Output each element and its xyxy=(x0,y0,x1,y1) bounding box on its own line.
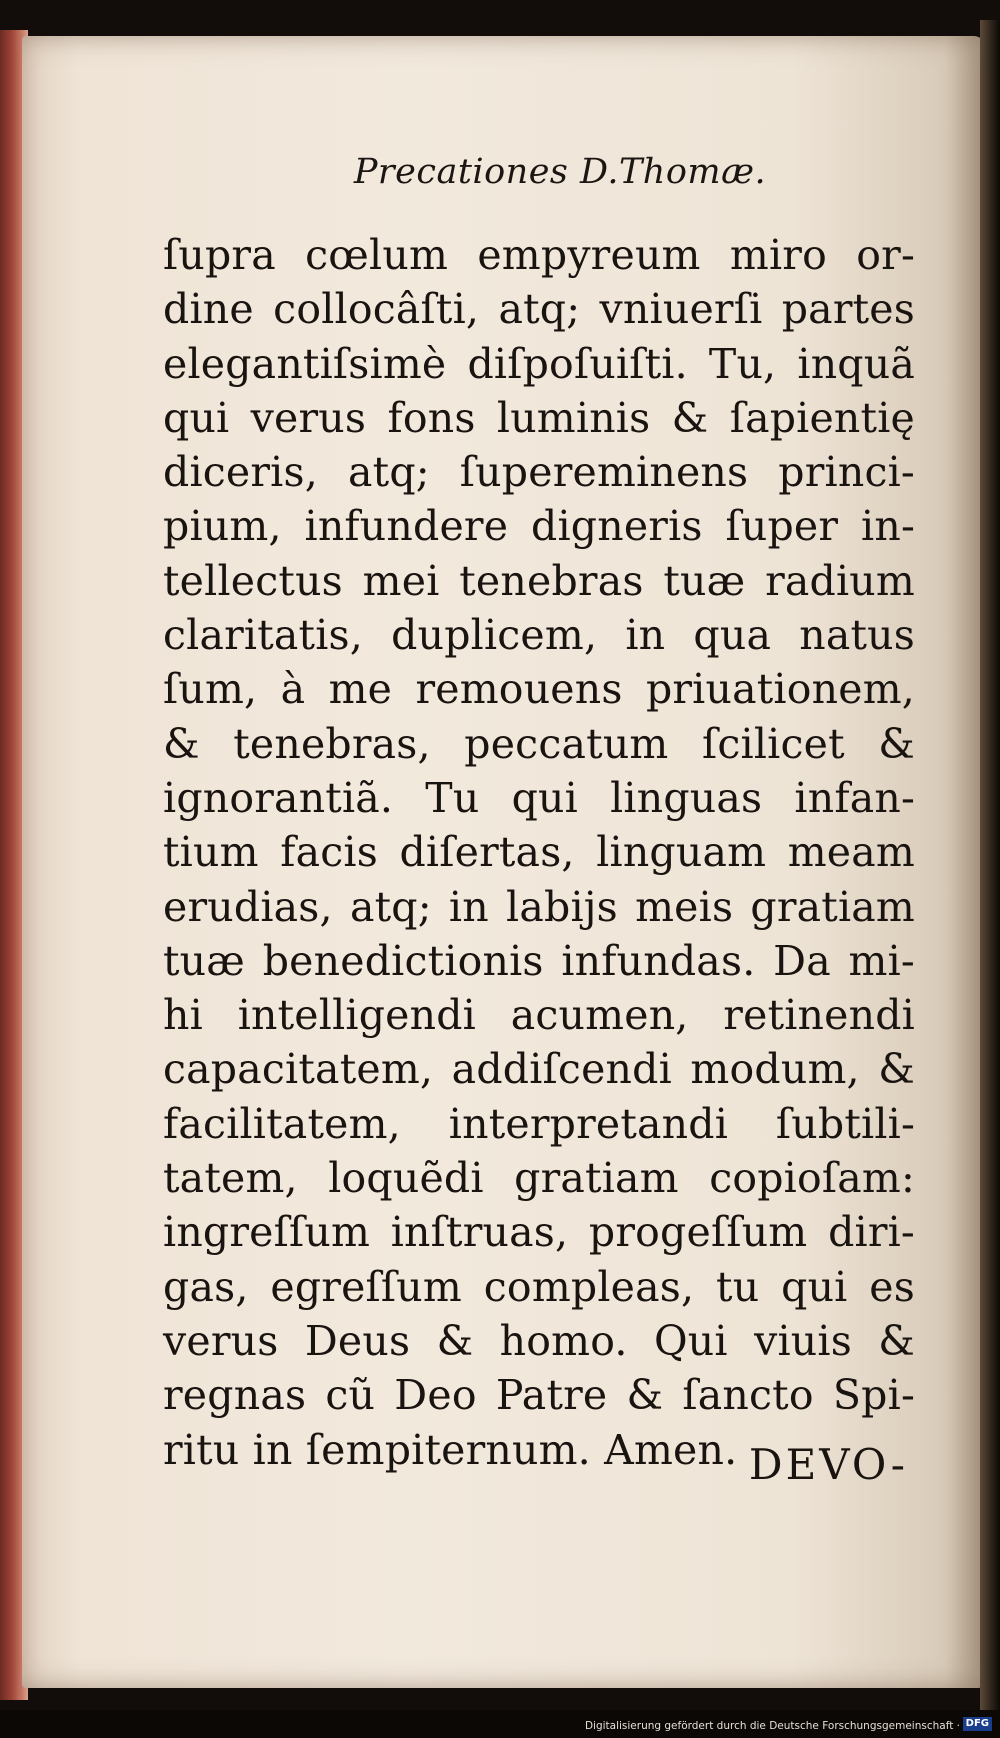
text-line: pium, infundere digneris ſuper in- xyxy=(163,502,915,551)
text-line: tellectus mei tenebras tuæ radium xyxy=(163,556,915,605)
text-line: tatem, loquẽdi gratiam copioſam: xyxy=(163,1154,915,1203)
text-line: dine collocâſti, atq; vniuerſi partes xyxy=(163,285,915,334)
text-line: elegantiſsimè diſpoſuiſti. Tu, inquã xyxy=(163,339,915,388)
catchword: DEVO- xyxy=(748,1440,908,1489)
text-line: tium facis diſertas, linguam meam xyxy=(163,828,915,877)
text-line: capacitatem, addiſcendi modum, & xyxy=(163,1045,915,1094)
text-line: & tenebras, peccatum ſcilicet & xyxy=(163,719,915,768)
text-line: regnas cũ Deo Patre & ſancto Spi- xyxy=(163,1371,915,1420)
footer-bar xyxy=(0,1710,1000,1738)
body-text xyxy=(163,228,915,1477)
running-title: Precationes D.Thomæ. xyxy=(353,152,767,192)
text-line: verus Deus & homo. Qui viuis & xyxy=(163,1316,915,1365)
text-line: gas, egreſſum compleas, tu qui es xyxy=(163,1262,915,1311)
text-line: erudias, atq; in labijs meis gratiam xyxy=(163,882,915,931)
text-line: qui verus fons luminis & ſapientię xyxy=(163,393,915,442)
text-line: ritu in ſempiternum. Amen. xyxy=(163,1425,738,1474)
text-line: tuæ benedictionis infundas. Da mi- xyxy=(163,936,915,985)
text-line: facilitatem, interpretandi ſubtili- xyxy=(163,1099,915,1148)
text-line: hi intelligendi acumen, retinendi xyxy=(163,991,915,1040)
text-line: ſum, à me remouens priuationem, xyxy=(163,665,915,714)
book-binding-right xyxy=(980,20,1000,1710)
funding-credit: Digitalisierung gefördert durch die Deutsche Forschungsgemeinschaft · xyxy=(584,1720,960,1732)
running-header xyxy=(0,152,1000,192)
dfg-logo-badge: DFG xyxy=(963,1717,992,1731)
text-line: claritatis, duplicem, in qua natus xyxy=(163,611,915,660)
text-line: ignorantiã. Tu qui linguas infan- xyxy=(163,773,915,822)
text-line: ſupra cœlum empyreum miro or- xyxy=(163,231,915,279)
text-line: diceris, atq; ſupereminens princi- xyxy=(163,448,915,497)
text-line: ingreſſum inſtruas, progeſſum diri- xyxy=(163,1208,915,1257)
